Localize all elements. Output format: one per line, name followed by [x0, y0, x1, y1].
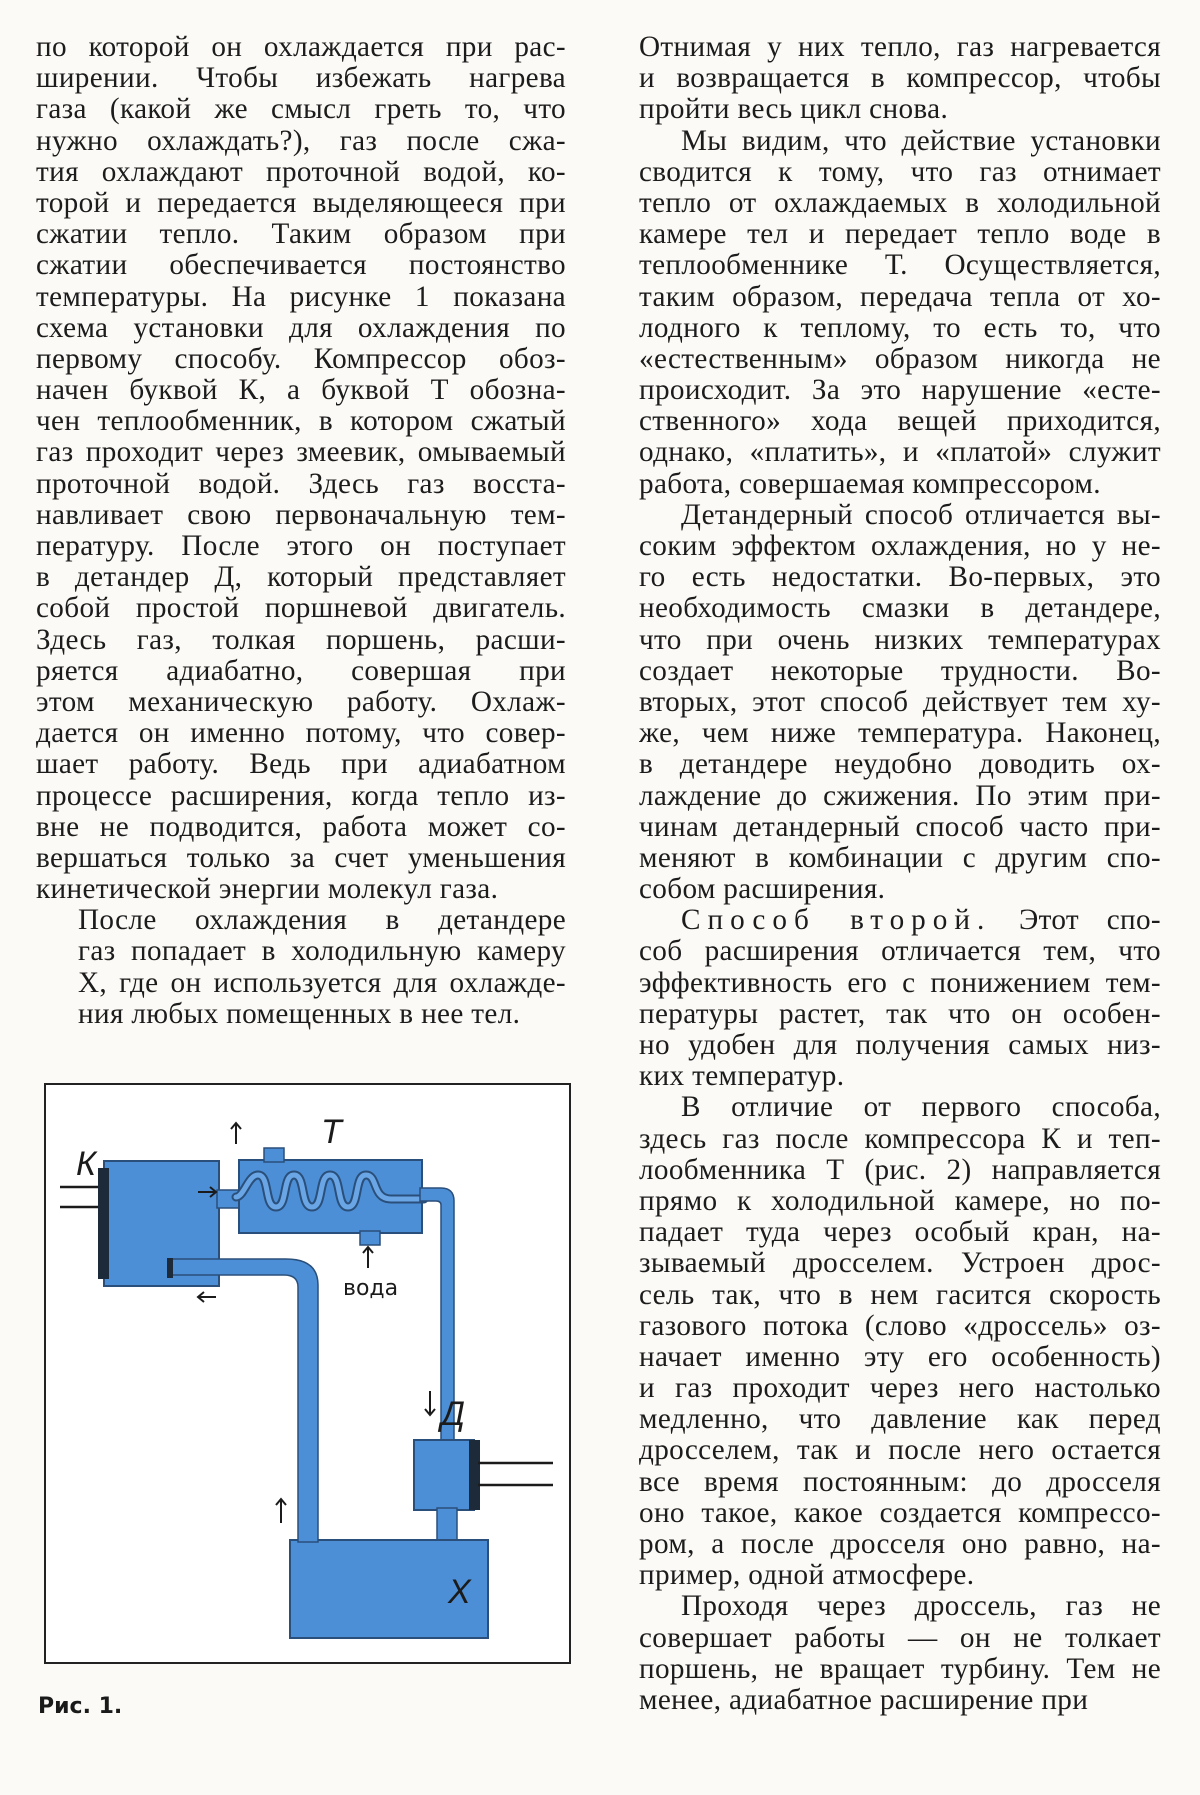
text-line: эффективность его с понижением тем-: [639, 967, 1161, 999]
text-line: прямо к холодильной камере, но по-: [639, 1185, 1161, 1217]
text-line: менее, адиабатное расширение при: [639, 1684, 1089, 1716]
pipe-chamber-to-compressor: [168, 1259, 318, 1542]
text-line: собом расширения.: [639, 874, 886, 906]
label-water: вода: [343, 1276, 399, 1301]
text-line: лаждение до сжижения. По этим при-: [639, 780, 1161, 812]
right-paragraph-1: [639, 32, 1161, 126]
text-line: соб расширения отличается тем, что: [639, 936, 1161, 968]
text-line: собой простой поршневой двигатель.: [36, 593, 566, 625]
text-line: ширении. Чтобы избежать нагрева: [36, 63, 566, 95]
text-line: го есть недостатки. Во-первых, это: [639, 562, 1161, 594]
text-line: Здесь газ, толкая поршень, расши-: [36, 624, 566, 656]
water-inlet: [360, 1231, 380, 1245]
text-line: ственного» хода вещей приходится,: [639, 406, 1161, 438]
text-line: оно такое, какое создается компрессо-: [639, 1497, 1161, 1529]
label-compressor: К: [76, 1145, 97, 1183]
text-line: ких температур.: [639, 1061, 845, 1093]
text-line: в детандер Д, который представляет: [36, 562, 566, 594]
right-paragraph-4: [639, 905, 1161, 1092]
text-line: ряется адиабатно, совершая при: [36, 655, 566, 687]
text-line: и возвращается в компрессор, чтобы: [639, 63, 1161, 95]
figure-caption: Рис. 1.: [38, 1694, 123, 1719]
text-line: тия охлаждают проточной водой, ко-: [36, 156, 566, 188]
pipe-expander-to-chamber: [437, 1508, 457, 1542]
text-line: теплообменнике Т. Осуществляется,: [639, 250, 1161, 282]
arrow-left-icon: [198, 1292, 216, 1302]
text-line: лообменника Т (рис. 2) направляется: [639, 1154, 1161, 1186]
text-line: газ проходит через змеевик, омываемый: [36, 437, 566, 469]
expander-body: [414, 1440, 474, 1510]
expander-piston: [469, 1440, 480, 1510]
refrigeration-schematic: [46, 1085, 569, 1662]
compressor-piston: [98, 1168, 109, 1279]
text-line: ром, а после дросселя оно равно, на-: [639, 1529, 1161, 1560]
text-line: тепло от охлаждаемых в холодильной: [639, 187, 1161, 219]
left-column: [36, 32, 566, 1030]
arrow-down-icon: [425, 1391, 435, 1415]
text-line: сель так, что в нем гасится скорость: [639, 1279, 1161, 1311]
text-line: пературу. После этого он поступает: [36, 531, 566, 562]
text-line: соким эффектом охлаждения, но у не-: [639, 531, 1161, 562]
text-line: газ попадает в холодильную камеру: [78, 936, 566, 968]
figure-1-diagram: [44, 1083, 571, 1664]
text-line: таким образом, передача тепла от хо-: [639, 281, 1161, 313]
text-line: происходит. За это нарушение «есте-: [639, 375, 1161, 407]
text-line: лодного к теплому, то есть то, что: [639, 312, 1161, 344]
label-exchanger: Т: [321, 1113, 342, 1151]
text-line: же, чем ниже температура. Наконец,: [639, 718, 1161, 750]
text-line: чинам детандерный способ часто при-: [639, 811, 1161, 843]
text-line: газового потока (слово «дроссель» оз-: [639, 1310, 1161, 1342]
text-line: ния любых помещенных в нее тел.: [78, 998, 521, 1030]
text-line: сжатии обеспечивается постоянство: [36, 250, 566, 282]
arrow-up-icon: [231, 1123, 241, 1144]
text-line: однако, «платить», и «платой» служит: [639, 437, 1161, 469]
text-line: совершает работы — он не толкает: [639, 1622, 1161, 1654]
text-line: схема установки для охлаждения по: [36, 312, 566, 344]
text-line: вершаться только за счет уменьшения: [36, 842, 566, 874]
text-line: «естественным» образом никогда не: [639, 343, 1161, 375]
text-line: создает некоторые трудности. Во-: [639, 655, 1161, 687]
right-column: [639, 32, 1161, 1716]
left-paragraph-1: [36, 32, 566, 905]
text-line: Отнимая у них тепло, газ нагревается: [639, 32, 1161, 63]
text-line: что при очень низких температурах: [639, 624, 1161, 656]
text-line: навливает свою первоначальную тем-: [36, 499, 566, 531]
text-line: чен теплообменник, в котором сжатый: [36, 406, 566, 438]
text-line: В отличие от первого способа,: [681, 1092, 1161, 1124]
text-line: вне не подводится, работа может со-: [36, 811, 566, 843]
text-line: Мы видим, что действие установки: [681, 125, 1161, 157]
text-line: по которой он охлаждается при рас-: [36, 32, 566, 63]
section-heading-line: Способ второй. Этот спо-: [681, 905, 1161, 937]
text-line: шает работу. Ведь при адиабатном: [36, 749, 566, 781]
section-heading: Способ второй.: [681, 905, 992, 937]
text-line: падает туда через особый кран, на-: [639, 1217, 1161, 1249]
text-line: и газ проходит через него настолько: [639, 1373, 1161, 1405]
text-line: Проходя через дроссель, газ не: [681, 1591, 1161, 1623]
text-line: этом механическую работу. Охлаж-: [36, 686, 566, 718]
text-line: зываемый дросселем. Устроен дрос-: [639, 1248, 1161, 1280]
schematic-shapes: [60, 1148, 553, 1638]
text-line: кинетической энергии молекул газа.: [36, 874, 499, 906]
text-line: сводится к тому, что газ отнимает: [639, 156, 1161, 188]
text-line: камере тел и передает тепло воде в: [639, 219, 1161, 251]
text-line: вторых, этот способ действует тем ху-: [639, 686, 1161, 718]
text-line: После охлаждения в детандере: [78, 905, 566, 937]
text-line: процессе расширения, когда тепло из-: [36, 780, 566, 812]
text-line: в детандере неудобно доводить ох-: [639, 749, 1161, 781]
arrow-up-icon-return: [276, 1499, 286, 1523]
text-line: необходимость смазки в детандере,: [639, 593, 1161, 625]
text-line: Х, где он используется для охлажде-: [78, 967, 566, 999]
arrow-up-icon-water: [363, 1247, 373, 1268]
right-paragraph-3: [639, 500, 1161, 905]
text-line: нужно охлаждать?), газ после сжа-: [36, 125, 566, 157]
label-chamber: Х: [448, 1573, 471, 1611]
text-line: начен буквой К, а буквой Т обозна-: [36, 375, 566, 407]
water-outlet: [264, 1148, 284, 1162]
label-expander: Д: [441, 1395, 465, 1433]
text-line: проточной водой. Здесь газ восста-: [36, 468, 566, 500]
return-valve: [167, 1258, 173, 1278]
text-line: но удобен для получения самых низ-: [639, 1030, 1161, 1061]
text-line: газа (какой же смысл греть то, что: [36, 94, 566, 126]
text-line: дросселем, так и после него остается: [639, 1435, 1161, 1467]
text-line: поршень, не вращает турбину. Тем не: [639, 1653, 1161, 1685]
text-line: пературы растет, так что он особен-: [639, 998, 1161, 1030]
text-line: первому способу. Компрессор обоз-: [36, 343, 566, 375]
text-line: сжатии тепло. Таким образом при: [36, 219, 566, 251]
text-line: Детандерный способ отличается вы-: [681, 499, 1161, 531]
text-line: меняют в комбинации с другим спо-: [639, 842, 1161, 874]
text-line: здесь газ после компрессора К и теп-: [639, 1123, 1161, 1155]
right-paragraph-2: [639, 126, 1161, 500]
text-line: пройти весь цикл снова.: [639, 94, 949, 126]
text-line: торой и передается выделяющееся при: [36, 187, 566, 219]
text-line: все время постоянным: до дросселя: [639, 1466, 1161, 1498]
text-line: пример, одной атмосфере.: [639, 1560, 975, 1592]
text-line: температуры. На рисунке 1 показана: [36, 281, 566, 313]
text-line: работа, совершаемая компрессором.: [639, 468, 1101, 500]
text-line: дается он именно потому, что совер-: [36, 718, 566, 750]
right-paragraph-5: [639, 1092, 1161, 1591]
text-line: начает именно эту его особенность): [639, 1341, 1161, 1373]
text-line: медленно, что давление как перед: [639, 1404, 1161, 1436]
right-paragraph-6: [639, 1591, 1161, 1716]
left-paragraph-2: [36, 905, 566, 1030]
